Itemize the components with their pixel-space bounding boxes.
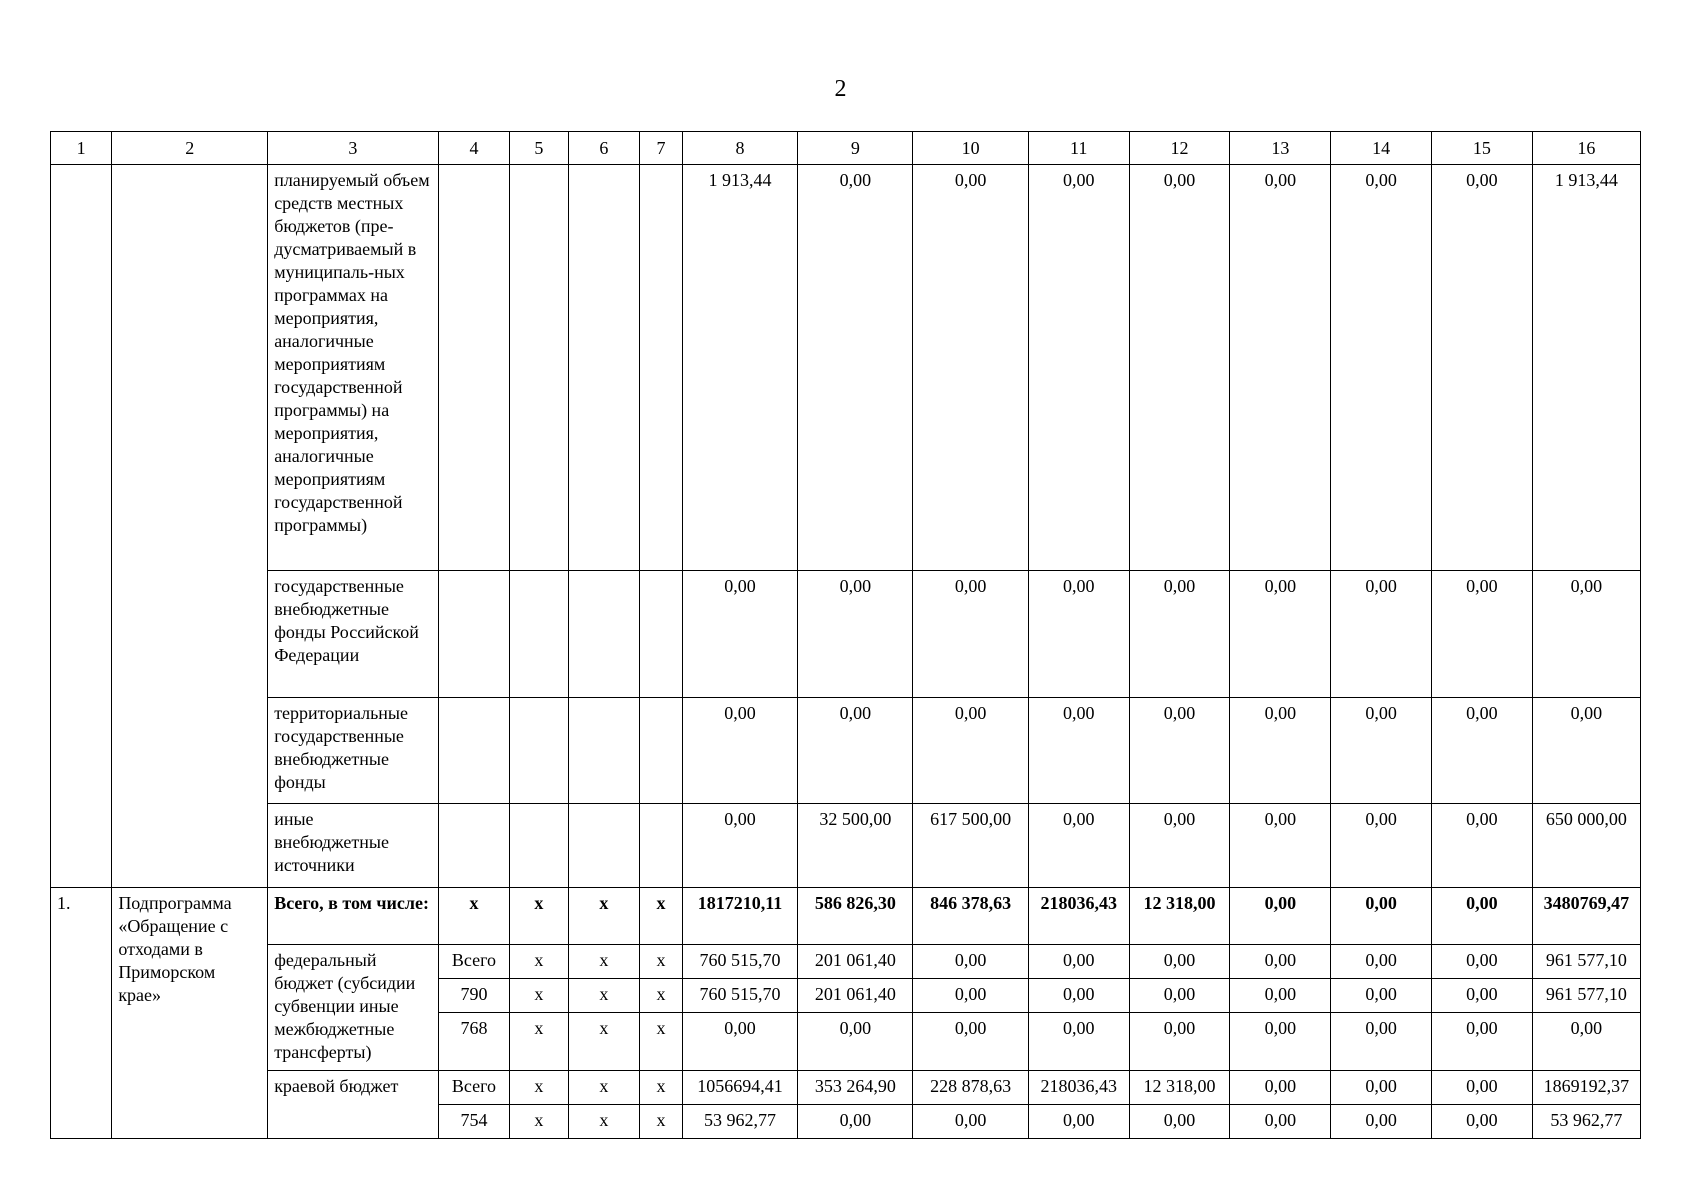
value-cell: 0,00 [682, 804, 797, 888]
page-number: 2 [834, 76, 847, 102]
value-cell: 760 515,70 [682, 945, 797, 979]
value-cell: 0,00 [682, 698, 797, 804]
empty-cell [568, 165, 640, 571]
value-cell: 12 318,00 [1129, 888, 1230, 945]
header-cell: 14 [1331, 132, 1432, 165]
source-description: планируемый объем средств местных бюджетов (пре-дусматриваемый в муниципаль-ных программах на мероприятия, аналогичные мероприятиям государственной программы) на мероприятия, аналогичные мероприятиям государственной программы) [268, 165, 438, 571]
value-cell: 0,00 [682, 571, 797, 698]
x-mark: х [640, 1071, 683, 1105]
value-cell: 0,00 [1432, 979, 1533, 1013]
value-cell: 353 264,90 [798, 1071, 913, 1105]
table-row [51, 165, 1641, 571]
empty-cell [438, 804, 510, 888]
empty-cell [510, 804, 568, 888]
x-mark: х [438, 888, 510, 945]
value-cell: 0,00 [1028, 804, 1129, 888]
value-cell: 0,00 [1432, 1013, 1533, 1071]
x-mark: х [640, 1013, 683, 1071]
header-cell: 9 [798, 132, 913, 165]
x-mark: х [640, 1105, 683, 1139]
value-cell: 0,00 [1129, 698, 1230, 804]
header-cell: 3 [268, 132, 438, 165]
value-cell: 760 515,70 [682, 979, 797, 1013]
value-cell: 0,00 [1532, 571, 1640, 698]
empty-cell [640, 165, 683, 571]
value-cell: 650 000,00 [1532, 804, 1640, 888]
budget-table [50, 131, 1641, 1139]
x-mark: х [510, 1071, 568, 1105]
value-cell: 0,00 [1331, 165, 1432, 571]
header-cell: 8 [682, 132, 797, 165]
empty-cell [568, 804, 640, 888]
value-cell: 0,00 [798, 1013, 913, 1071]
header-cell: 4 [438, 132, 510, 165]
code-cell: 754 [438, 1105, 510, 1139]
subprogram-total-row [51, 888, 1641, 945]
value-cell: 0,00 [798, 1105, 913, 1139]
value-cell: 0,00 [913, 945, 1028, 979]
value-cell: 0,00 [1331, 698, 1432, 804]
value-cell: 0,00 [913, 698, 1028, 804]
code-cell: Всего [438, 945, 510, 979]
value-cell: 218036,43 [1028, 888, 1129, 945]
source-description: государственные внебюджетные фонды Российской Федерации [268, 571, 438, 698]
value-cell: 0,00 [1129, 1105, 1230, 1139]
table-row [51, 945, 1641, 979]
value-cell: 846 378,63 [913, 888, 1028, 945]
source-description: федеральный бюджет (субсидии субвенции иные межбюджетные трансферты) [268, 945, 438, 1071]
value-cell: 201 061,40 [798, 945, 913, 979]
x-mark: х [510, 1013, 568, 1071]
value-cell: 0,00 [1230, 1105, 1331, 1139]
value-cell: 0,00 [1230, 945, 1331, 979]
value-cell: 0,00 [1230, 979, 1331, 1013]
header-cell: 16 [1532, 132, 1640, 165]
value-cell: 218036,43 [1028, 1071, 1129, 1105]
header-cell: 10 [913, 132, 1028, 165]
value-cell: 201 061,40 [798, 979, 913, 1013]
value-cell: 0,00 [1432, 888, 1533, 945]
value-cell: 1056694,41 [682, 1071, 797, 1105]
value-cell: 0,00 [1331, 804, 1432, 888]
value-cell: 0,00 [1230, 165, 1331, 571]
empty-cell [438, 165, 510, 571]
value-cell: 0,00 [1432, 1105, 1533, 1139]
x-mark: х [568, 888, 640, 945]
header-cell: 11 [1028, 132, 1129, 165]
x-mark: х [568, 1105, 640, 1139]
value-cell: 0,00 [1129, 1013, 1230, 1071]
value-cell: 0,00 [1129, 165, 1230, 571]
header-cell: 13 [1230, 132, 1331, 165]
value-cell: 0,00 [1432, 1071, 1533, 1105]
empty-cell [640, 698, 683, 804]
value-cell: 0,00 [913, 571, 1028, 698]
value-cell: 53 962,77 [1532, 1105, 1640, 1139]
header-cell: 6 [568, 132, 640, 165]
empty-cell [51, 165, 112, 888]
value-cell: 0,00 [1129, 979, 1230, 1013]
value-cell: 0,00 [1432, 165, 1533, 571]
empty-cell [438, 698, 510, 804]
value-cell: 0,00 [1432, 945, 1533, 979]
column-number-row [51, 132, 1641, 165]
code-cell: 790 [438, 979, 510, 1013]
x-mark: х [640, 979, 683, 1013]
value-cell: 0,00 [1230, 1071, 1331, 1105]
value-cell: 53 962,77 [682, 1105, 797, 1139]
value-cell: 0,00 [1129, 804, 1230, 888]
value-cell: 0,00 [1129, 571, 1230, 698]
value-cell: 0,00 [798, 698, 913, 804]
value-cell: 3480769,47 [1532, 888, 1640, 945]
code-cell: Всего [438, 1071, 510, 1105]
empty-cell [640, 804, 683, 888]
subprogram-name: Подпрограмма «Обращение с отходами в Приморском крае» [112, 888, 268, 1139]
value-cell: 0,00 [913, 1013, 1028, 1071]
value-cell: 0,00 [1331, 1071, 1432, 1105]
header-cell: 2 [112, 132, 268, 165]
value-cell: 0,00 [913, 979, 1028, 1013]
value-cell: 0,00 [1432, 804, 1533, 888]
value-cell: 0,00 [1230, 698, 1331, 804]
table-row [51, 804, 1641, 888]
value-cell: 961 577,10 [1532, 945, 1640, 979]
value-cell: 0,00 [913, 1105, 1028, 1139]
empty-cell [510, 698, 568, 804]
x-mark: х [510, 945, 568, 979]
x-mark: х [568, 979, 640, 1013]
value-cell: 0,00 [913, 165, 1028, 571]
value-cell: 1817210,11 [682, 888, 797, 945]
empty-cell [510, 571, 568, 698]
value-cell: 0,00 [1331, 888, 1432, 945]
x-mark: х [510, 1105, 568, 1139]
value-cell: 0,00 [1028, 1105, 1129, 1139]
header-cell: 1 [51, 132, 112, 165]
value-cell: 0,00 [1028, 571, 1129, 698]
value-cell: 228 878,63 [913, 1071, 1028, 1105]
empty-cell [510, 165, 568, 571]
value-cell: 1869192,37 [1532, 1071, 1640, 1105]
code-cell: 768 [438, 1013, 510, 1071]
value-cell: 0,00 [1432, 698, 1533, 804]
value-cell: 0,00 [1532, 698, 1640, 804]
x-mark: х [568, 1071, 640, 1105]
empty-cell [640, 571, 683, 698]
empty-cell [568, 698, 640, 804]
value-cell: 0,00 [1532, 1013, 1640, 1071]
x-mark: х [568, 945, 640, 979]
table-row [51, 1071, 1641, 1105]
value-cell: 0,00 [1028, 698, 1129, 804]
value-cell: 0,00 [1028, 945, 1129, 979]
value-cell: 0,00 [798, 165, 913, 571]
x-mark: х [640, 945, 683, 979]
header-cell: 15 [1432, 132, 1533, 165]
value-cell: 0,00 [1230, 888, 1331, 945]
value-cell: 32 500,00 [798, 804, 913, 888]
table-row [51, 571, 1641, 698]
value-cell: 617 500,00 [913, 804, 1028, 888]
value-cell: 0,00 [1230, 571, 1331, 698]
empty-cell [112, 165, 268, 888]
value-cell: 0,00 [1028, 1013, 1129, 1071]
value-cell: 0,00 [1331, 945, 1432, 979]
value-cell: 0,00 [798, 571, 913, 698]
source-description: территориальные государственные внебюджетные фонды [268, 698, 438, 804]
x-mark: х [510, 888, 568, 945]
value-cell: 0,00 [1331, 571, 1432, 698]
value-cell: 0,00 [1230, 804, 1331, 888]
value-cell: 0,00 [1331, 1105, 1432, 1139]
subprogram-number: 1. [51, 888, 112, 1139]
value-cell: 0,00 [1432, 571, 1533, 698]
value-cell: 12 318,00 [1129, 1071, 1230, 1105]
source-description: иные внебюджетные источники [268, 804, 438, 888]
x-mark: х [568, 1013, 640, 1071]
header-cell: 7 [640, 132, 683, 165]
empty-cell [438, 571, 510, 698]
value-cell: 0,00 [1028, 979, 1129, 1013]
header-cell: 12 [1129, 132, 1230, 165]
value-cell: 0,00 [682, 1013, 797, 1071]
value-cell: 0,00 [1028, 165, 1129, 571]
value-cell: 1 913,44 [1532, 165, 1640, 571]
value-cell: 0,00 [1331, 979, 1432, 1013]
value-cell: 1 913,44 [682, 165, 797, 571]
header-cell: 5 [510, 132, 568, 165]
table-row [51, 698, 1641, 804]
value-cell: 961 577,10 [1532, 979, 1640, 1013]
source-description: краевой бюджет [268, 1071, 438, 1139]
total-label: Всего, в том числе: [268, 888, 438, 945]
value-cell: 0,00 [1230, 1013, 1331, 1071]
x-mark: х [510, 979, 568, 1013]
value-cell: 586 826,30 [798, 888, 913, 945]
empty-cell [568, 571, 640, 698]
value-cell: 0,00 [1129, 945, 1230, 979]
x-mark: х [640, 888, 683, 945]
value-cell: 0,00 [1331, 1013, 1432, 1071]
